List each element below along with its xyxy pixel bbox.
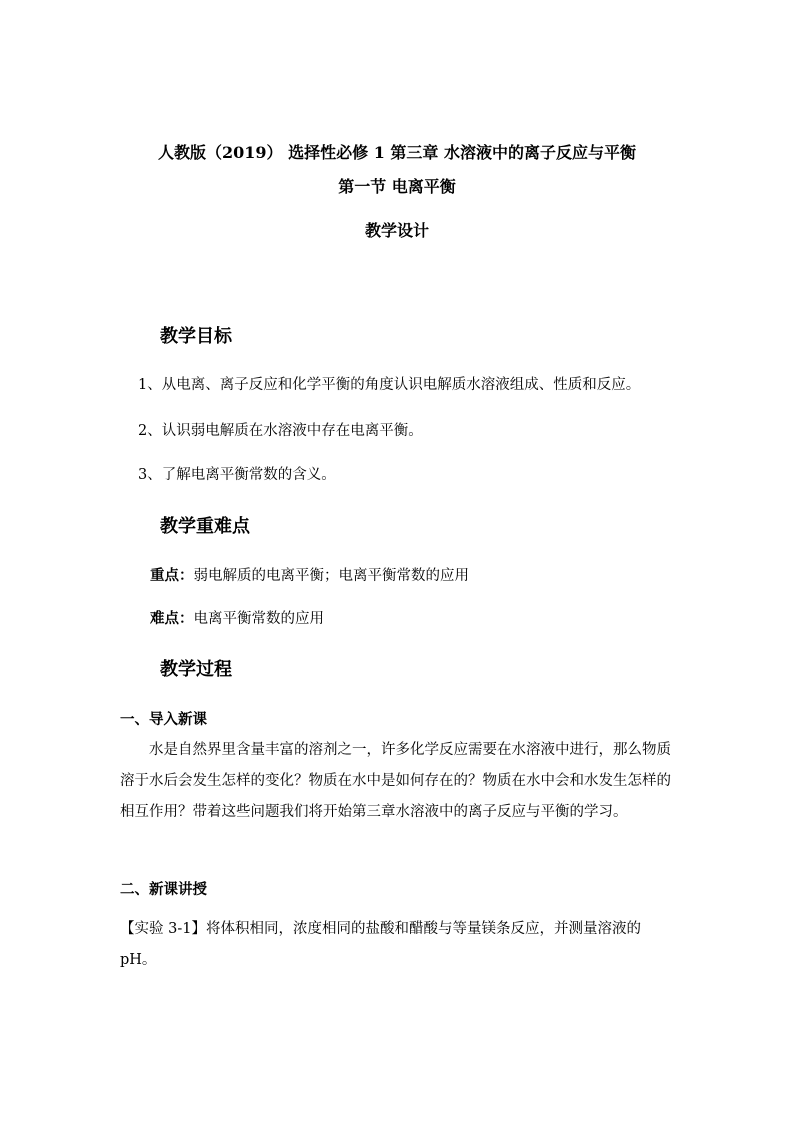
objective-item: 3、了解电离平衡常数的含义。 (138, 467, 336, 483)
intro-paragraph: 水是自然界里含量丰富的溶剂之一，许多化学反应需要在水溶液中进行，那么物质溶于水后会发生怎样的变化？物质在水中是如何存在的？物质在水中会和水发生怎样的相互作用？带着这些问题我们将开始第三章水溶液中的离子反应与平衡的学习。 (120, 742, 671, 820)
difficulty-text: 电离平衡常数的应用 (193, 611, 324, 627)
objective-item: 1、从电离、离子反应和化学平衡的角度认识电解质水溶液组成、性质和反应。 (138, 377, 641, 393)
document-type: 教学设计 (364, 221, 429, 240)
difficulty-line (150, 607, 324, 628)
objectives-heading: 教学目标 (160, 326, 232, 347)
difficulty-label: 难点： (150, 610, 194, 627)
section-title: 第一节 电离平衡 (338, 177, 456, 196)
objective-item: 2、认识弱电解质在水溶液中存在电离平衡。 (138, 423, 423, 439)
focus-text: 弱电解质的电离平衡；电离平衡常数的应用 (193, 568, 469, 584)
intro-heading: 一、导入新课 (120, 711, 207, 728)
key-points-heading: 教学重难点 (160, 516, 250, 537)
document-title: 人教版（2019） 选择性必修 1 第三章 水溶液中的离子反应与平衡 (158, 143, 636, 162)
lecture-heading: 二、新课讲授 (120, 881, 207, 898)
experiment-paragraph: 【实验 3-1】将体积相同，浓度相同的盐酸和醋酸与等量镁条反应，并测量溶液的 pH。 (120, 921, 641, 968)
focus-line (150, 564, 469, 585)
focus-label: 重点： (150, 567, 194, 584)
process-heading: 教学过程 (160, 659, 232, 680)
